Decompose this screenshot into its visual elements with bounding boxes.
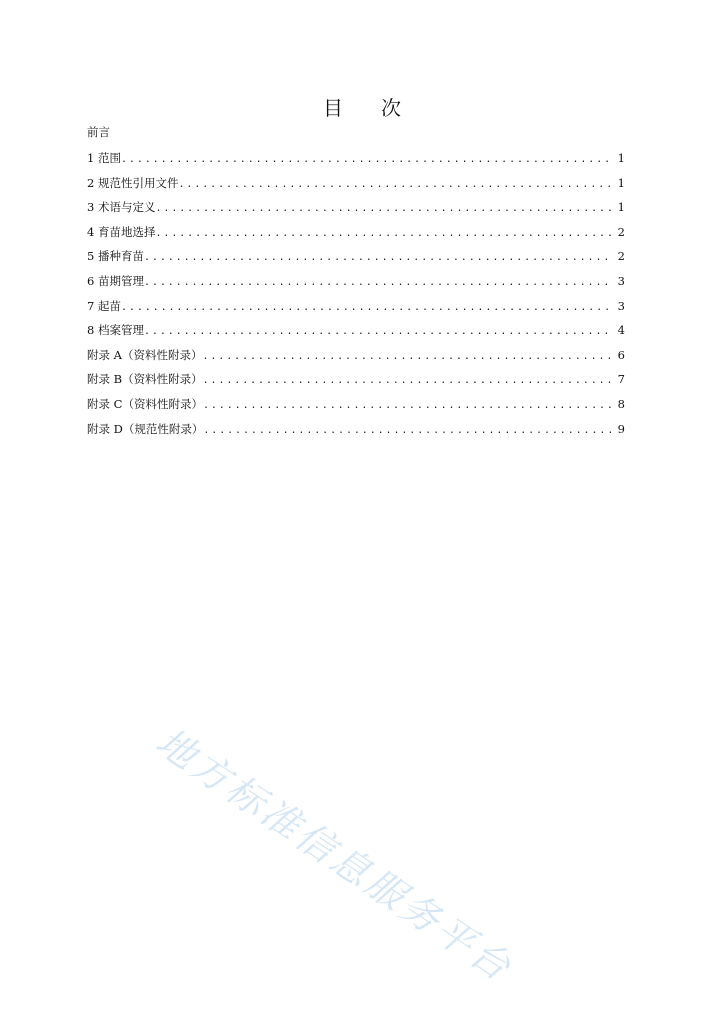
toc-entry-label: 5 播种育苗 bbox=[87, 249, 144, 264]
toc-entry[interactable] bbox=[87, 150, 625, 175]
toc-entry-label: 附录 D（规范性附录） bbox=[87, 421, 204, 436]
watermark-text: 地方标准信息服务平台 bbox=[148, 719, 522, 991]
toc-entry-label: 附录 C（资料性附录） bbox=[87, 396, 203, 411]
toc-entry[interactable] bbox=[87, 248, 625, 273]
toc-entry-page: 1 bbox=[617, 175, 625, 190]
page-title-char-2: 次 bbox=[381, 96, 401, 120]
toc-entry[interactable] bbox=[87, 273, 625, 298]
toc-leader-dots bbox=[144, 324, 611, 340]
toc-entry-label: 4 育苗地选择 bbox=[87, 224, 156, 239]
toc-entry-label: 3 术语与定义 bbox=[87, 200, 156, 215]
toc-entry-page: 9 bbox=[617, 421, 625, 436]
toc-entry-page: 2 bbox=[617, 224, 625, 239]
toc-entry-label: 8 档案管理 bbox=[87, 323, 144, 338]
toc-entry[interactable] bbox=[87, 199, 625, 224]
toc-foreword-entry[interactable]: 前言 bbox=[87, 125, 110, 139]
toc-leader-dots bbox=[155, 201, 611, 217]
toc-entry[interactable] bbox=[87, 175, 625, 200]
toc-entry-page: 1 bbox=[617, 200, 625, 215]
toc-entry-page: 4 bbox=[617, 323, 625, 338]
toc-leader-dots bbox=[203, 423, 611, 439]
toc-leader-dots bbox=[144, 250, 611, 266]
toc-entry-page: 7 bbox=[617, 372, 625, 387]
toc-entry[interactable] bbox=[87, 396, 625, 421]
toc-leader-dots bbox=[121, 300, 611, 316]
toc-entry[interactable] bbox=[87, 322, 625, 347]
toc-leader-dots bbox=[178, 177, 611, 193]
toc-entry[interactable] bbox=[87, 347, 625, 372]
toc-leader-dots bbox=[155, 226, 611, 242]
table-of-contents bbox=[87, 150, 625, 445]
toc-leader-dots bbox=[121, 152, 611, 168]
toc-entry-label: 7 起苗 bbox=[87, 298, 121, 313]
toc-entry-label: 1 范围 bbox=[87, 151, 121, 165]
toc-entry-label: 6 苗期管理 bbox=[87, 273, 144, 288]
toc-entry-page: 8 bbox=[617, 396, 625, 411]
toc-leader-dots bbox=[203, 373, 611, 389]
toc-entry-page: 2 bbox=[617, 249, 625, 264]
toc-leader-dots bbox=[203, 398, 611, 414]
toc-entry[interactable] bbox=[87, 224, 625, 249]
toc-leader-dots bbox=[202, 349, 611, 365]
toc-entry[interactable] bbox=[87, 371, 625, 396]
toc-entry-label: 2 规范性引用文件 bbox=[87, 175, 179, 190]
page-title bbox=[0, 92, 724, 121]
toc-entry[interactable] bbox=[87, 298, 625, 323]
toc-entry[interactable] bbox=[87, 421, 625, 446]
toc-entry-page: 1 bbox=[617, 151, 625, 165]
toc-entry-page: 3 bbox=[617, 298, 625, 313]
toc-entry-label: 附录 A（资料性附录） bbox=[87, 347, 203, 362]
toc-entry-page: 6 bbox=[617, 347, 625, 362]
toc-entry-page: 3 bbox=[617, 273, 625, 288]
toc-entry-label: 附录 B（资料性附录） bbox=[87, 372, 203, 387]
page-title-char-1: 目 bbox=[323, 96, 343, 120]
toc-leader-dots bbox=[144, 275, 611, 291]
